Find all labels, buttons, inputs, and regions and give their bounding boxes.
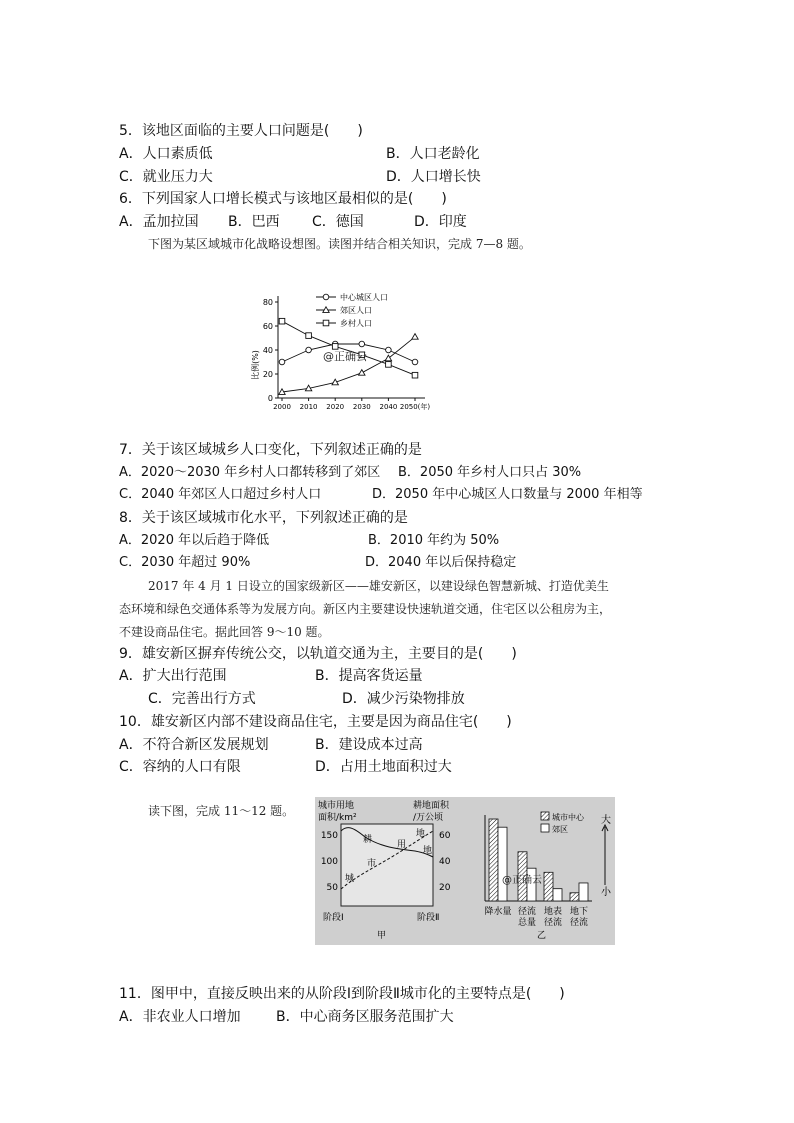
- q6-option-a[interactable]: A．孟加拉国: [119, 214, 199, 230]
- intro-11-12: 读下图，完成 11～12 题。: [148, 804, 295, 818]
- yi-bar-0-0: [489, 819, 498, 901]
- yi-bar-3-1: [579, 883, 588, 901]
- jia-right-tick-20: 20: [439, 883, 451, 893]
- jia-curve-label-cheng: 城: [345, 874, 355, 884]
- q6-option-b[interactable]: B．巴西: [228, 214, 280, 230]
- chart1-point-s1-5: [412, 334, 418, 340]
- q5-option-d[interactable]: D．人口增长快: [386, 169, 481, 185]
- chart1-point-s0-0: [279, 359, 285, 365]
- yi-bar-3-0: [570, 893, 579, 901]
- yi-legend-swatch-suburb: [541, 824, 549, 832]
- jia-right-tick-40: 40: [439, 857, 451, 867]
- jia-left-tick-50: 50: [326, 883, 338, 893]
- jia-right-tick-60: 60: [439, 831, 451, 841]
- jia-left-label-1: 城市用地: [318, 801, 355, 811]
- chart1-y-tick-label: 80: [262, 298, 273, 307]
- q10-option-c[interactable]: C．容纳的人口有限: [119, 759, 241, 775]
- q7-option-a[interactable]: A．2020～2030 年乡村人口都转移到了郊区: [119, 465, 381, 480]
- jia-curve-label-yong: 用: [397, 840, 407, 850]
- jia-category-stage2: 阶段Ⅱ: [417, 913, 440, 923]
- chart1-point-s2-4: [386, 362, 392, 368]
- yi-watermark: @正确云: [502, 875, 542, 886]
- q5-stem: 5．该地区面临的主要人口问题是( ): [119, 123, 363, 139]
- chart1-legend-label-1: 郊区人口: [340, 306, 372, 315]
- chart1-point-s2-0: [279, 318, 285, 324]
- q9-option-c[interactable]: C．完善出行方式: [148, 691, 256, 707]
- jia-curve-label-geng: 耕: [363, 835, 373, 845]
- chart1-point-s1-3: [359, 370, 365, 376]
- jia-curve-label-di2: 地: [423, 846, 433, 856]
- chart1-x-tick-label: 2020: [326, 403, 345, 410]
- chart1-watermark: @正确云: [323, 350, 367, 363]
- intro-7-8: 下图为某区域城市化战略设想图。读图并结合相关知识，完成 7—8 题。: [148, 237, 531, 251]
- chart1-y-tick-label: 20: [262, 370, 273, 379]
- chart1-series-line-2: [282, 321, 415, 375]
- q5-option-b[interactable]: B．人口老龄化: [386, 146, 480, 162]
- q11-stem: 11．图甲中，直接反映出来的从阶段Ⅰ到阶段Ⅱ城市化的主要特点是( ): [119, 986, 565, 1002]
- q5-option-c[interactable]: C．就业压力大: [119, 169, 213, 185]
- chart1-x-tick-label: 2000: [273, 403, 291, 410]
- q6-option-c[interactable]: C．德国: [312, 214, 364, 230]
- q7-stem: 7．关于该区域城乡人口变化，下列叙述正确的是: [119, 442, 422, 458]
- q7-option-b[interactable]: B．2050 年乡村人口只占 30%: [398, 465, 582, 480]
- q9-option-a[interactable]: A．扩大出行范围: [119, 668, 227, 684]
- chart1-legend-label-2: 乡村人口: [340, 319, 372, 328]
- chart1-x-tick-label: 2050(年): [399, 403, 431, 410]
- yi-category-0: 降水量: [484, 907, 512, 917]
- q8-option-b[interactable]: B．2010 年约为 50%: [368, 533, 500, 548]
- population-line-chart: [240, 288, 450, 410]
- intro-9-10-line1: 2017 年 4 月 1 日设立的国家级新区——雄安新区，以建设绿色智慧新城、打造优美生: [148, 579, 609, 593]
- q10-stem: 10．雄安新区内部不建设商品住宅，主要是因为商品住宅( ): [119, 714, 512, 730]
- jia-curve-label-di1: 地: [416, 829, 426, 839]
- yi-legend-swatch-center: [541, 812, 549, 820]
- chart1-x-tick-label: 2010: [299, 403, 318, 410]
- yi-scale-top: 大: [601, 815, 611, 826]
- q8-option-a[interactable]: A．2020 年以后趋于降低: [119, 533, 270, 548]
- yi-category-1a: 径流: [517, 907, 537, 917]
- chart1-point-s0-3: [359, 341, 365, 347]
- q6-option-d[interactable]: D．印度: [414, 214, 467, 230]
- chart1-legend: [316, 292, 388, 328]
- intro-9-10-line2: 态环境和绿色交通体系等为发展方向。新区内主要建设快速轨道交通，住宅区以公租房为主，: [119, 602, 612, 616]
- chart1-y-tick-label: 40: [262, 346, 273, 355]
- q8-option-d[interactable]: D．2040 年以后保持稳定: [365, 555, 517, 570]
- jia-left-label-2: 面积/km²: [318, 813, 357, 823]
- chart1-legend-marker-2: [323, 320, 329, 326]
- chart1-series-line-1: [282, 337, 415, 392]
- q10-option-b[interactable]: B．建设成本过高: [315, 737, 423, 753]
- yi-bar-0-1: [498, 827, 507, 901]
- jia-right-label-1: 耕地面积: [413, 801, 450, 811]
- jia-right-label-2: /万公顷: [413, 813, 444, 823]
- yi-category-1b: 总量: [517, 918, 537, 928]
- chart1-point-s2-5: [412, 372, 418, 378]
- q11-option-a[interactable]: A．非农业人口增加: [119, 1009, 241, 1025]
- q9-stem: 9．雄安新区摒弃传统公交，以轨道交通为主，主要目的是( ): [119, 646, 517, 662]
- intro-9-10-line3: 不建设商品住宅。据此回答 9～10 题。: [119, 625, 330, 639]
- chart1-y-tick-label: 60: [262, 322, 273, 331]
- q9-option-b[interactable]: B．提高客货运量: [315, 668, 423, 684]
- yi-title: 乙: [537, 931, 547, 941]
- yi-bar-2-1: [553, 889, 562, 901]
- chart1-y-axis-label: 比例(%): [251, 350, 260, 380]
- q10-option-a[interactable]: A．不符合新区发展规划: [119, 737, 269, 753]
- yi-category-2a: 地表: [543, 907, 563, 917]
- chart1-y-tick-label: 0: [267, 394, 273, 403]
- yi-legend-center: 城市中心: [552, 813, 584, 822]
- q10-option-d[interactable]: D．占用土地面积过大: [315, 759, 452, 775]
- chart1-point-s0-5: [412, 359, 418, 365]
- chart1-point-s0-4: [386, 347, 392, 353]
- chart1-x-tick-label: 2040: [379, 403, 398, 410]
- q11-option-b[interactable]: B．中心商务区服务范围扩大: [276, 1009, 454, 1025]
- q7-option-c[interactable]: C．2040 年郊区人口超过乡村人口: [119, 487, 322, 502]
- q8-stem: 8．关于该区域城市化水平，下列叙述正确的是: [119, 510, 408, 526]
- jia-category-stage1: 阶段Ⅰ: [323, 913, 344, 923]
- yi-category-3b: 径流: [569, 918, 589, 928]
- chart1-point-s2-1: [306, 333, 312, 339]
- jia-left-tick-150: 150: [320, 831, 338, 841]
- yi-scale-bottom: 小: [601, 887, 611, 898]
- chart1-legend-label-0: 中心城区人口: [340, 293, 388, 302]
- q8-option-c[interactable]: C．2030 年超过 90%: [119, 555, 251, 570]
- yi-legend-suburb: 郊区: [552, 825, 568, 834]
- chart1-legend-marker-0: [323, 294, 329, 300]
- yi-category-3a: 地下: [569, 907, 589, 917]
- q5-option-a[interactable]: A．人口素质低: [119, 146, 213, 162]
- yi-bar-2-0: [544, 872, 553, 901]
- chart1-point-s2-2: [332, 344, 338, 350]
- yi-category-2b: 径流: [543, 918, 563, 928]
- chart1-x-tick-label: 2030: [352, 403, 371, 410]
- jia-left-tick-100: 100: [320, 857, 338, 867]
- jia-title: 甲: [377, 931, 387, 941]
- urbanization-figure: [315, 797, 615, 945]
- q6-stem: 6．下列国家人口增长模式与该地区最相似的是( ): [119, 191, 447, 207]
- q7-option-d[interactable]: D．2050 年中心城区人口数量与 2000 年相等: [372, 487, 643, 502]
- jia-curve-label-shi: 市: [367, 859, 377, 869]
- chart1-point-s0-1: [306, 347, 312, 353]
- q9-option-d[interactable]: D．减少污染物排放: [342, 691, 465, 707]
